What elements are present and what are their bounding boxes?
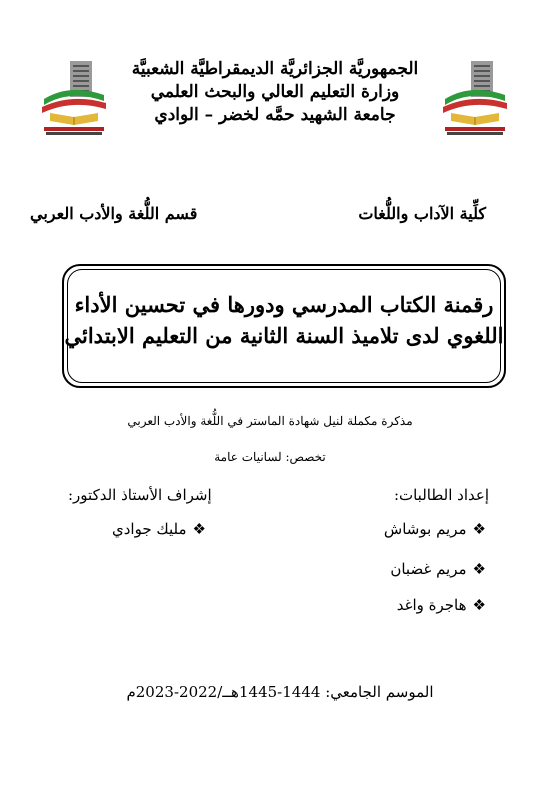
memo-description: مذكرة مكملة لنيل شهادة الماستر في اللُّغة والأدب العربي <box>127 414 413 428</box>
logo-emblem-icon <box>40 57 108 137</box>
thesis-title-line2: اللغوي لدى تلاميذ السنة الثانية من التعليم الابتدائي <box>64 323 504 348</box>
diamond-bullet-icon: ❖ <box>472 520 486 538</box>
ministry-name: وزارة التعليم العالي والبحث العلمي <box>150 82 400 102</box>
diamond-bullet-icon: ❖ <box>192 520 206 538</box>
university-logo-left <box>40 57 108 137</box>
institution-header <box>110 58 440 127</box>
university-logo-right <box>441 57 509 137</box>
supervisor-label: إشراف الأستاذ الدكتور: <box>68 486 212 504</box>
student-name: مريم بوشاش <box>383 520 467 538</box>
student-name: مريم غضبان <box>390 560 467 578</box>
republic-name: الجمهوريَّة الجزائريَّة الديمقراطيَّة الشعبيَّة <box>131 59 419 79</box>
supervisor-name: مليك جوادي <box>112 520 187 538</box>
student-name: هاجرة واغد <box>396 596 467 614</box>
supervisor-item <box>112 520 206 538</box>
diamond-bullet-icon: ❖ <box>472 596 486 614</box>
diamond-bullet-icon: ❖ <box>472 560 486 578</box>
specialization: تخصص: لسانيات عامة <box>214 450 326 464</box>
thesis-title-line1: رقمنة الكتاب المدرسي ودورها في تحسين الأداء <box>74 292 494 317</box>
students-label: إعداد الطالبات: <box>393 486 489 504</box>
student-item <box>390 560 486 578</box>
faculty-name: كلِّية الآداب واللُّغات <box>358 204 486 223</box>
academic-year: الموسم الجامعي: 1444-1445هــ/2022-2023م <box>126 683 434 701</box>
university-name: جامعة الشهيد حمَّه لخضر – الوادي <box>154 105 396 125</box>
thesis-title <box>62 289 506 351</box>
student-item <box>384 520 486 538</box>
student-item <box>397 596 486 614</box>
logo-emblem-icon <box>441 57 509 137</box>
department-name: قسم اللُّغة والأدب العربي <box>30 204 198 223</box>
